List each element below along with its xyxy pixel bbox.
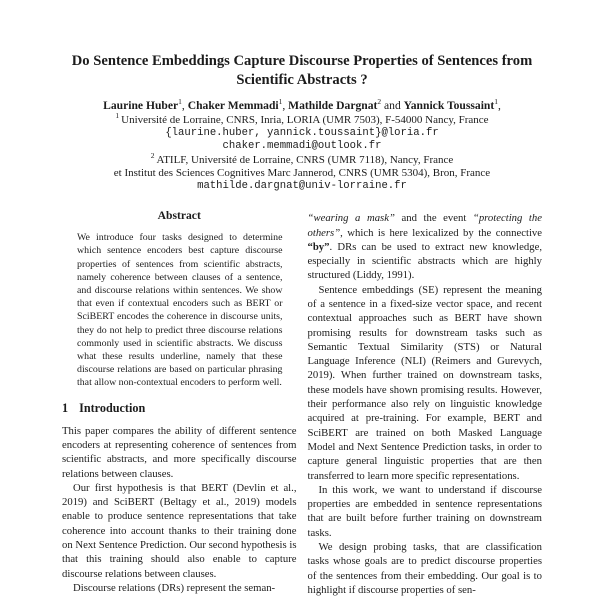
right-paragraph-3: In this work, we want to understand if discourse properties are embedded in sentence representations that are built before further training on downstream tasks. — [307, 483, 542, 539]
author-name: Laurine Huber — [103, 99, 179, 112]
author-name: Yannick Toussaint — [403, 99, 495, 112]
author-line — [62, 99, 542, 113]
right-column — [308, 206, 543, 597]
paragraph-text: . DRs can be used to extract new knowledge, especially in scientific abstracts which are highly structured (Liddy, 1991). — [307, 240, 542, 282]
author-name: Mathilde Dargnat — [288, 99, 378, 112]
email-line-3: mathilde.dargnat@univ-lorraine.fr — [197, 180, 407, 193]
affiliation-text: ATILF, Université de Lorraine, CNRS (UMR 7118), Nancy, France — [156, 153, 454, 166]
author-separator: , — [282, 99, 289, 112]
email-line-2: chaker.memmadi@outlook.fr — [222, 140, 382, 153]
paper-title: Do Sentence Embeddings Capture Discourse Properties of Sentences from Scientific Abstracts ? — [71, 53, 533, 88]
author-affiliation-mark: 2 — [377, 97, 382, 107]
section-heading-introduction — [62, 401, 297, 416]
affiliation-3: et Institut des Sciences Cognitives Marc Jannerod, CNRS (UMR 5304), Bron, France — [113, 166, 491, 179]
intro-paragraph-1: This paper compares the ability of different sentence encoders at representing coherence of sentences from scientific abstracts, and more specifically discourse relations between clauses. — [62, 424, 297, 480]
affiliation-mark: 2 — [150, 150, 155, 160]
affiliation-text: Université de Lorraine, CNRS, Inria, LORIA (UMR 7503), F-54000 Nancy, France — [121, 114, 489, 126]
continued-paragraph — [308, 211, 543, 282]
affiliation-mark: 1 — [115, 111, 120, 121]
right-paragraph-2: Sentence embeddings (SE) represent the meaning of a sentence in a fixed-size vector space, and recent contextual approaches such as BERT have shown promising results for downstream tasks such as Semantic Textual Similarity (STS) or Natural Language Inference (NLI) (Reimers and Gurevych, 2019). When further trained on downstream tasks, these models have shown promising results. However, their performance also rely on linguistic knowledge acquired at pre-training. For example, BERT and SciBERT are trained on both Masked Language Model and Next Sentence Prediction tasks, in order to capture general linguistic properties that are then transferred to learn more specific representations. — [307, 283, 542, 482]
affiliation-1 — [62, 111, 542, 127]
paragraph-text: , which is here lexicalized by the connective — [340, 226, 542, 239]
section-number: 1 — [62, 400, 69, 415]
author-name: Chaker Memmadi — [187, 99, 279, 112]
author-separator: and — [381, 99, 404, 112]
affiliation-2 — [62, 150, 542, 167]
abstract-text: We introduce four tasks designed to determine which sentence encoders best capture discourse properties of sentences from scientific abstracts, namely coherence between clauses of a sentence, and discourse relations within sentences. We show that even if contextual encoders such as BERT or SciBERT encodes the coherence in discourse units, they do not help to predict three discourse relations commonly used in scientific abstracts. We discuss what these results underline, namely that these discourse relations are based on particular phrasing that allow non-contextual encoders to perform well. — [77, 232, 283, 389]
paragraph-text: and the event — [394, 212, 473, 225]
left-column — [62, 206, 297, 597]
email-line-1: {laurine.huber, yannick.toussaint}@loria.fr — [165, 127, 439, 140]
author-affiliation-mark: 1 — [278, 97, 283, 107]
author-affiliation-mark: 1 — [178, 97, 182, 107]
abstract-heading: Abstract — [157, 209, 201, 223]
intro-paragraph-2: Our first hypothesis is that BERT (Devlin et al., 2019) and SciBERT (Beltagy et al., 2019) models enable to produce sentence representations that take coherence into account thanks to their training done on Next Sentence Prediction. Our second hypothesis is that this training should also enable to capture discourse relations between clauses. — [62, 481, 297, 580]
bold-connective: “by” — [307, 240, 330, 253]
author-separator: , — [181, 99, 188, 112]
author-affiliation-mark: 1 — [494, 97, 498, 107]
section-title: Introduction — [79, 400, 146, 415]
italic-quote: “wearing a mask” — [307, 212, 395, 225]
intro-paragraph-3-cut: Discourse relations (DRs) represent the seman- — [73, 581, 276, 594]
italic-quote: “protecting the others” — [307, 212, 542, 239]
right-paragraph-4-cut: We design probing tasks, that are classification tasks whose goals are to predict discourse properties of the sentences from their embedding. Our goal is to highlight if discourse properties of sen- — [307, 541, 542, 596]
author-separator: , — [497, 99, 501, 112]
two-column-body — [62, 206, 542, 597]
